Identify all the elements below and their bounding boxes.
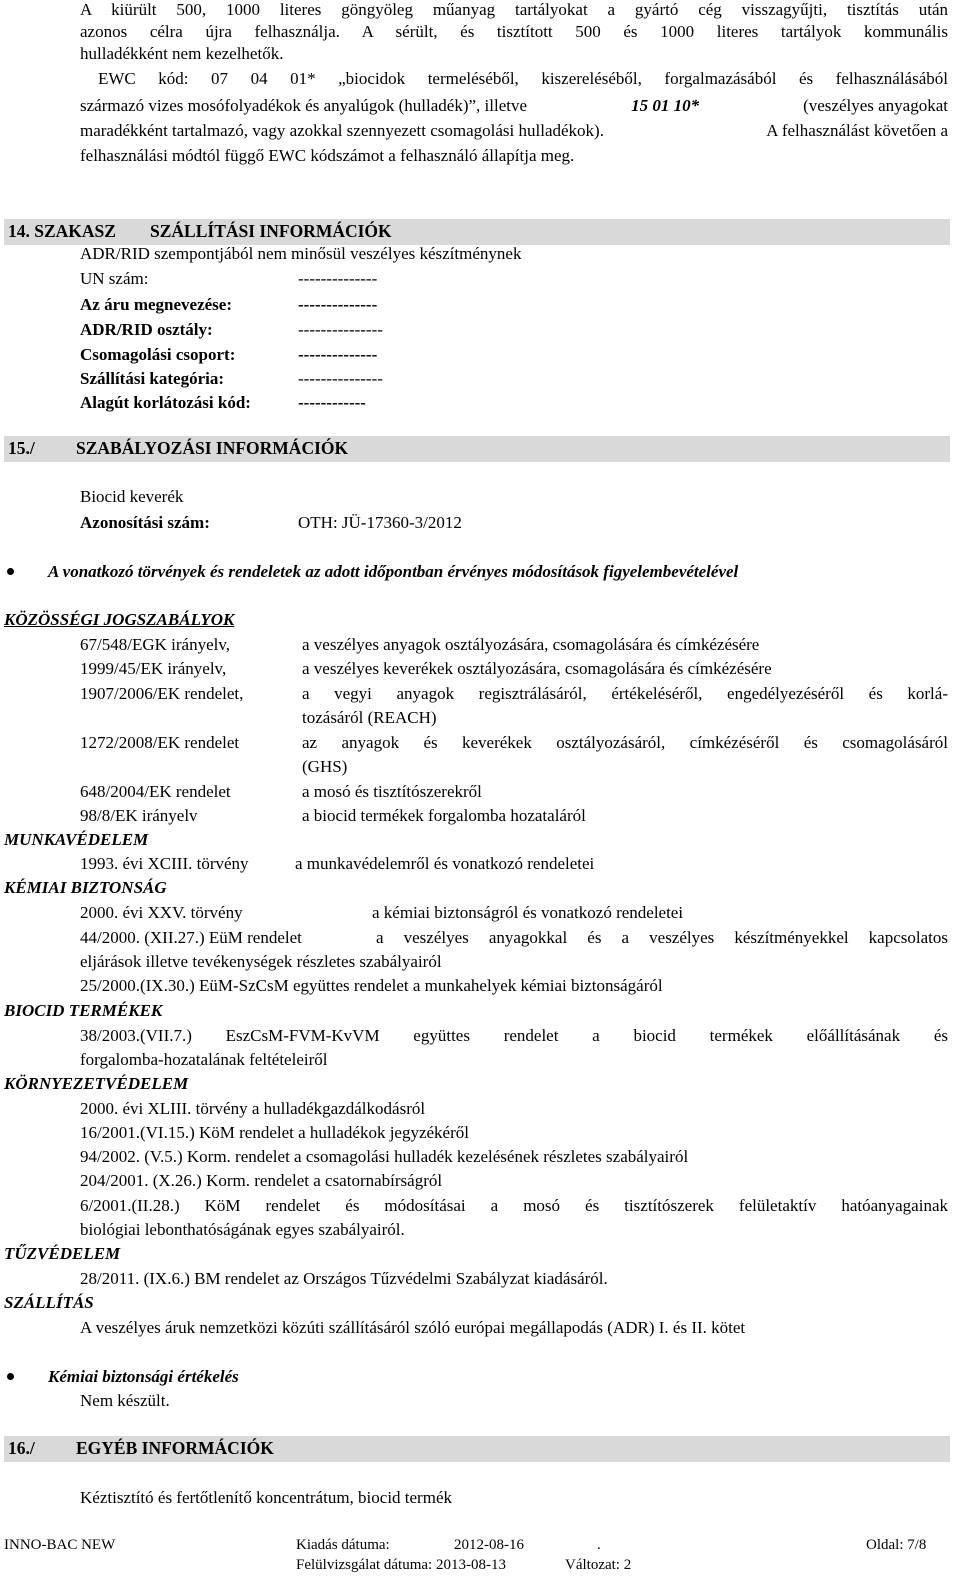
environment-line-1: 2000. évi XLIII. törvény a hulladékgazdálkodásról (80, 1099, 426, 1118)
fire-safety-heading: TŰZVÉDELEM (4, 1244, 121, 1263)
chemical-safety-assessment-title: Kémiai biztonsági értékelés (48, 1367, 239, 1386)
footer-dot: . (597, 1537, 601, 1553)
chemical-safety-desc-1: a kémiai biztonságról és vonatkozó rendeletei (372, 903, 684, 922)
eu-desc-3: a vegyi anyagok regisztrálásáról, értékeléséről, engedélyezéséről és korlá- (302, 684, 948, 703)
fire-safety-line: 28/2011. (IX.6.) BM rendelet az Országos Tűzvédelmi Szabályzat kiadásáról. (80, 1269, 608, 1288)
other-info-text: Kéztisztító és fertőtlenítő koncentrátum, biocid termék (80, 1488, 452, 1507)
work-safety-heading: MUNKAVÉDELEM (4, 830, 149, 849)
disposal-paragraph-line-1: A kiürült 500, 1000 literes göngyöleg műanyag tartályokat a gyártó cég visszagyűjti, tisztítás után (80, 0, 948, 19)
adr-intro: ADR/RID szempontjából nem minősül veszélyes készítménynek (80, 244, 522, 263)
biocid-products-heading: BIOCID TERMÉKEK (4, 1001, 163, 1020)
eu-ref-4: 1272/2008/EK rendelet (80, 733, 240, 752)
id-number-value: OTH: JÜ-17360-3/2012 (298, 513, 462, 532)
goods-name-value: -------------- (298, 295, 378, 314)
ewc-line-3 (80, 120, 948, 142)
eu-desc-2: a veszélyes keverékek osztályozására, csomagolására és címkézésére (302, 659, 772, 678)
un-number-label: UN szám: (80, 269, 149, 288)
transport-category-label: Szállítási kategória: (80, 369, 225, 388)
laws-note: A vonatkozó törvények és rendeletek az adott időpontban érvényes módosítások figyelembevételével (48, 562, 739, 581)
section-15-number: 15./ (8, 438, 35, 458)
eu-desc-1: a veszélyes anyagok osztályozására, csomagolására és címkézésére (302, 635, 760, 654)
eu-ref-1: 67/548/EGK irányelv, (80, 635, 230, 654)
eu-ref-6: 98/8/EK irányelv (80, 806, 198, 825)
packing-group-value: -------------- (298, 345, 378, 364)
eu-desc-5: a mosó és tisztítószerekről (302, 782, 482, 801)
eu-desc-4: az anyagok és keverékek osztályozásáról, címkézéséről és csomagolásáról (302, 733, 948, 752)
ewc-line-3-part-b: A felhasználást követően a (766, 121, 948, 140)
eu-ref-3: 1907/2006/EK rendelet, (80, 684, 244, 703)
eu-ref-5: 648/2004/EK rendelet (80, 782, 231, 801)
ewc-line-3-part-a: maradékként tartalmazó, vagy azokkal szennyezett csomagolási hulladékok). (80, 121, 604, 140)
transport-category-value: --------------- (298, 369, 383, 388)
bullet-icon (7, 568, 14, 575)
chemical-safety-line-3: 25/2000.(IX.30.) EüM-SzCsM együttes rendelet a munkahelyek kémiai biztonságáról (80, 976, 663, 995)
goods-name-label: Az áru megnevezése: (80, 295, 232, 314)
section-15-header (4, 436, 950, 462)
tunnel-code-value: ------------ (298, 393, 366, 412)
transport-heading: SZÁLLÍTÁS (4, 1293, 94, 1312)
ewc-line-2-part-c: (veszélyes anyagokat (803, 96, 948, 115)
work-safety-desc: a munkavédelemről és vonatkozó rendeletei (295, 854, 595, 873)
environment-line-3: 94/2002. (V.5.) Korm. rendelet a csomagolási hulladék kezelésének részletes szabályairól (80, 1147, 689, 1166)
ewc-code-bold: 15 01 10* (631, 96, 700, 115)
section-16-header (4, 1436, 950, 1462)
bullet-icon (7, 1373, 14, 1380)
footer-review-date: Felülvizsgálat dátuma: 2013-08-13 (296, 1557, 506, 1573)
environment-heading: KÖRNYEZETVÉDELEM (4, 1074, 189, 1093)
footer-version: Változat: 2 (565, 1557, 632, 1573)
footer-product: INNO-BAC NEW (4, 1537, 116, 1553)
section-14-header (4, 219, 950, 245)
chemical-safety-desc-2: a veszélyes anyagokkal és a veszélyes készítményekkel kapcsolatos (376, 928, 948, 947)
eu-laws-heading: KÖZÖSSÉGI JOGSZABÁLYOK (4, 610, 235, 629)
environment-line-5: 6/2001.(II.28.) KöM rendelet és módosításai a mosó és tisztítószerek felületaktív hatóanyagainak (80, 1196, 948, 1215)
footer-issue-label: Kiadás dátuma: (296, 1537, 390, 1553)
un-number-value: -------------- (298, 269, 378, 288)
section-15-title: SZABÁLYOZÁSI INFORMÁCIÓK (76, 438, 349, 458)
disposal-paragraph-line-2: azonos célra újra felhasználja. A sérült, és tisztított 500 és 1000 literes tartályok kommunális (80, 22, 948, 41)
eu-desc-3-cont: tozásáról (REACH) (302, 708, 437, 727)
biocid-products-line-1: 38/2003.(VII.7.) EszCsM-FVM-KvVM együttes rendelet a biocid termékek előállításának és (80, 1026, 948, 1045)
chemical-safety-desc-2-cont: eljárások illetve tevékenységek részletes szabályairól (80, 952, 442, 971)
tunnel-code-label: Alagút korlátozási kód: (80, 393, 251, 412)
work-safety-ref: 1993. évi XCIII. törvény (80, 854, 249, 873)
footer-page-number: Oldal: 7/8 (866, 1537, 927, 1553)
chemical-safety-ref-1: 2000. évi XXV. törvény (80, 903, 243, 922)
ewc-line-2 (80, 95, 948, 117)
eu-desc-6: a biocid termékek forgalomba hozataláról (302, 806, 586, 825)
disposal-paragraph-line-3: hulladékként nem kezelhetők. (80, 44, 284, 63)
packing-group-label: Csomagolási csoport: (80, 345, 236, 364)
adr-class-value: --------------- (298, 320, 383, 339)
section-16-number: 16./ (8, 1438, 35, 1458)
chemical-safety-assessment-text: Nem készült. (80, 1391, 170, 1410)
environment-line-2: 16/2001.(VI.15.) KöM rendelet a hulladékok jegyzékéről (80, 1123, 469, 1142)
section-14-number: 14. SZAKASZ (8, 221, 116, 241)
transport-line: A veszélyes áruk nemzetközi közúti szállításáról szóló európai megállapodás (ADR) I. és II. kötet (80, 1318, 746, 1337)
ewc-line-1: EWC kód: 07 04 01* „biocidok termeléséből, kiszereléséből, forgalmazásából és felhasználásából (98, 69, 948, 88)
ewc-line-2-part-a: származó vizes mosófolyadékok és anyalúgok (hulladék)”, illetve (80, 96, 528, 115)
ewc-line-4: felhasználási módtól függő EWC kódszámot a felhasználó állapítja meg. (80, 146, 575, 165)
eu-ref-2: 1999/45/EK irányelv, (80, 659, 227, 678)
eu-desc-4-cont: (GHS) (302, 757, 348, 776)
section-14-title: SZÁLLÍTÁSI INFORMÁCIÓK (150, 221, 392, 241)
footer-issue-date: 2012-08-16 (454, 1537, 524, 1553)
chemical-safety-heading: KÉMIAI BIZTONSÁG (4, 878, 167, 897)
id-number-label: Azonosítási szám: (80, 513, 210, 532)
adr-class-label: ADR/RID osztály: (80, 320, 213, 339)
environment-line-6: biológiai lebonthatóságának egyes szabályairól. (80, 1220, 405, 1239)
environment-line-4: 204/2001. (X.26.) Korm. rendelet a csatornabírságról (80, 1171, 443, 1190)
chemical-safety-ref-2: 44/2000. (XII.27.) EüM rendelet (80, 928, 302, 947)
biocid-mixture: Biocid keverék (80, 487, 184, 506)
biocid-products-line-2: forgalomba-hozatalának feltételeiről (80, 1050, 328, 1069)
section-16-title: EGYÉB INFORMÁCIÓK (76, 1438, 274, 1458)
